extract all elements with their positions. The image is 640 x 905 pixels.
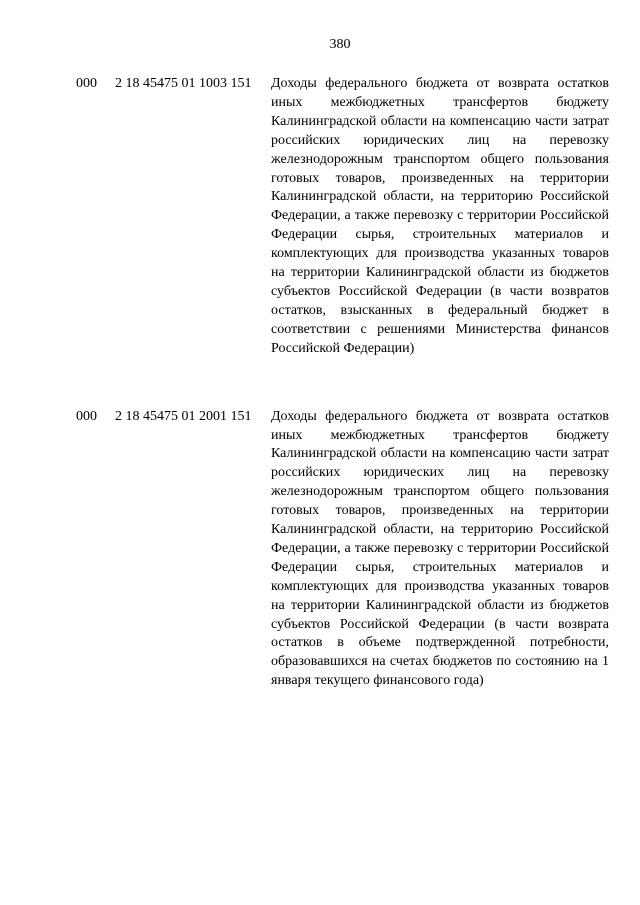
page-number: 380 — [329, 37, 351, 52]
budget-classification-code: 2 18 45475 01 1003 151 — [115, 76, 252, 91]
budget-code-entry — [76, 75, 609, 359]
budget-code-entry — [76, 408, 609, 692]
administrator-code: 000 — [76, 408, 97, 424]
administrator-code: 000 — [76, 76, 97, 91]
income-description: Доходы федерального бюджета от возврата остатков иных межбюджетных трансфертов бюджету Калининградской области на компенсацию части затрат российских юридических лиц на перевозку железнодорожным транспортом общего пользования готовых товаров, произведенных на территории Калининградской области, на территорию Российской Федерации, а также перевозку с территории Российской Федерации сырья, строительных материалов и комплектующих для производства указанных товаров на территории Калининградской области из бюджетов субъектов Российской Федерации (в части возвратов остатков, взысканных в федеральный бюджет в соответствии с решениями Министерства финансов Российской Федерации) — [271, 76, 609, 356]
budget-classification-code: 2 18 45475 01 2001 151 — [115, 408, 252, 424]
budget-code-list — [76, 75, 609, 740]
income-description: Доходы федерального бюджета от возврата остатков иных межбюджетных трансфертов бюджету Калининградской области на компенсацию части затрат российских юридических лиц на перевозку железнодорожным транспортом общего пользования готовых товаров, произведенных на территории Калининградской области, на территорию Российской Федерации, а также перевозку с территории Российской Федерации сырья, строительных материалов и комплектующих для производства указанных товаров на территории Калининградской области из бюджетов субъектов Российской Федерации (в части возврата остатков в объеме подтвержденной потребности, образовавшихся на счетах бюджетов по состоянию на 1 января текущего финансового года) — [271, 408, 609, 689]
